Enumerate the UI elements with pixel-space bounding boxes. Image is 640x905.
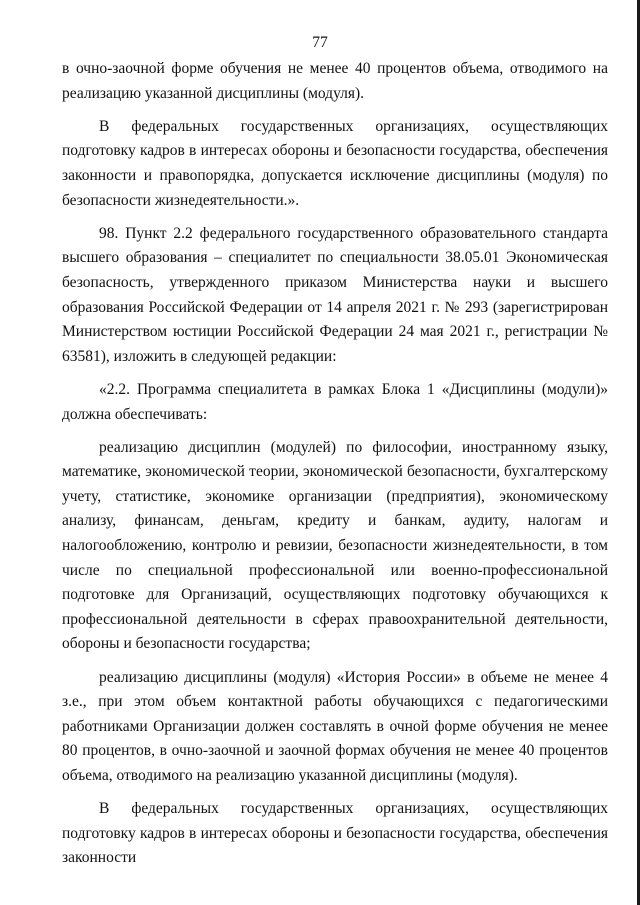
document-body [62, 57, 608, 880]
paragraph-federal-organizations: В федеральных государственных организациях, осуществляющих подготовку кадров в интересах обороны и безопасности государства, обеспечения законности [62, 800, 608, 867]
paragraph-disciplines-list: реализацию дисциплин (модулей) по философии, иностранному языку, математике, экономической теории, экономической безопасности, бухгалтерскому учету, статистике, экономике организации (предприятия), экономическому анализу, финансам, деньгам, кредиту и банкам, аудиту, налогам и налогообложению, контролю и ревизии, безопасности жизнедеятельности, в том числе по специальной профессиональной или военно-профессиональной подготовке для Организаций, осуществляющих подготовку обучающихся к профессиональной деятельности в сферах правоохранительной деятельности, обороны и безопасности государства; [62, 438, 608, 653]
paragraph-clause-2-2: «2.2. Программа специалитета в рамках Блока 1 «Дисциплины (модули)» должна обеспечивать: [62, 380, 608, 423]
page-number: 77 [312, 34, 328, 51]
paragraph-item-98: 98. Пункт 2.2 федерального государственного образовательного стандарта высшего образования – специалитет по специальности 38.05.01 Экономическая безопасность, утвержденного приказом Министерства науки и высшего образования Российской Федерации от 14 апреля 2021 г. № 293 (зарегистрирован Министерством юстиции Российской Федерации 24 мая 2021 г., регистрации № 63581), изложить в следующей редакции: [62, 224, 608, 365]
paragraph-exception-note: В федеральных государственных организациях, осуществляющих подготовку кадров в интересах обороны и безопасности государства, обеспечения законности и правопорядка, допускается исключение дисциплины (модуля) по безопасности жизнедеятельности.». [62, 117, 608, 209]
paragraph-history-of-russia: реализацию дисциплины (модуля) «История России» в объеме не менее 4 з.е., при этом объем контактной работы обучающихся с педагогическими работниками Организации должен составлять в очной форме обучения не менее 80 процентов, в очно-заочной и заочной формах обучения не менее 40 процентов объема, отводимого на реализацию указанной дисциплины (модуля). [62, 668, 608, 784]
paragraph-continuation: в очно-заочной форме обучения не менее 40 процентов объема, отводимого на реализацию указанной дисциплины (модуля). [62, 60, 608, 102]
